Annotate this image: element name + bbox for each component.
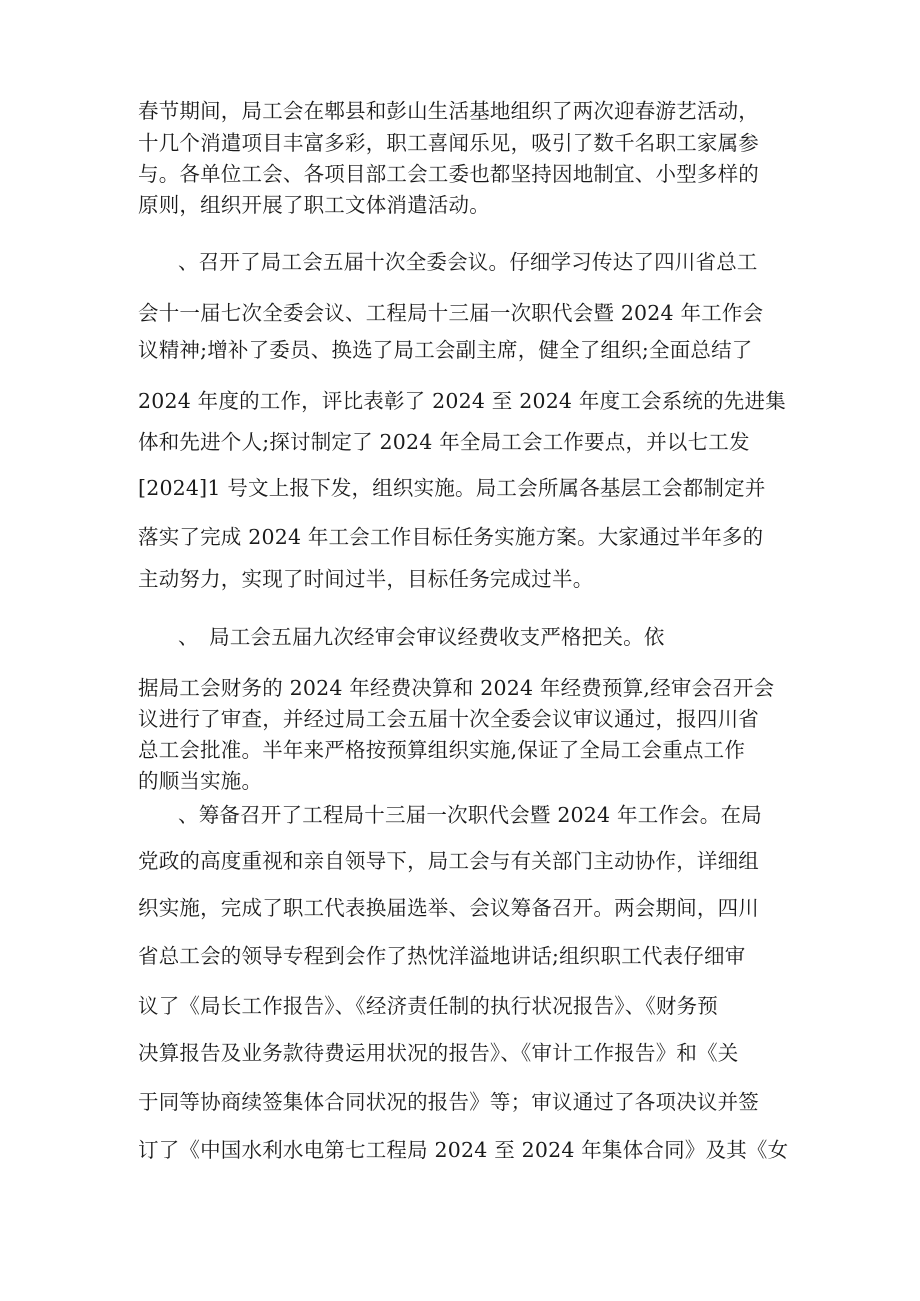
text-line: 于同等协商续签集体合同状况的报告》等；审议通过了各项决议并签 [138,1090,759,1114]
text-line: 会十一届七次全委会议、工程局十三届一次职代会暨 2024 年工作会 [138,301,764,325]
text-line: 与。各单位工会、各项目部工会工委也都坚持因地制宜、小型多样的 [138,162,759,186]
text-line: 据局工会财务的 2024 年经费决算和 2024 年经费预算,经审会召开会 [138,676,775,700]
text-line: 体和先进个人;探讨制定了 2024 年全局工会工作要点，并以七工发 [138,430,750,454]
text-line: 、召开了局工会五届十次全委会议。仔细学习传达了四川省总工 [178,250,758,274]
text-line: 议了《局长工作报告》、《经济责任制的执行状况报告》、《财务预 [138,994,718,1018]
text-line: 总工会批准。半年来严格按预算组织实施,保证了全局工会重点工作 [138,738,746,762]
text-line: 、 局工会五届九次经审会审议经费收支严格把关。依 [178,625,665,649]
text-line: [2024]1 号文上报下发，组织实施。局工会所属各基层工会都制定并 [138,476,766,500]
text-line: 织实施，完成了职工代表换届选举、会议筹备召开。两会期间，四川 [138,896,759,920]
text-line: 党政的高度重视和亲自领导下，局工会与有关部门主动协作，详细组 [138,849,759,873]
text-line: 省总工会的领导专程到会作了热忱洋溢地讲话;组织职工代表仔细审 [138,944,746,968]
text-line: 议精神;增补了委员、换选了局工会副主席，健全了组织;全面总结了 [138,338,753,362]
text-line: 原则，组织开展了职工文体消遣活动。 [138,193,490,217]
text-line: 的顺当实施。 [138,769,263,793]
text-line: 、筹备召开了工程局十三届一次职代会暨 2024 年工作会。在局 [178,803,762,827]
text-line: 决算报告及业务款待费运用状况的报告》、《审计工作报告》和《关 [138,1041,739,1065]
text-line: 议进行了审查，并经过局工会五届十次全委会议审议通过，报四川省 [138,707,759,731]
text-line: 落实了完成 2024 年工会工作目标任务实施方案。大家通过半年多的 [138,525,764,549]
text-line: 十几个消遣项目丰富多彩，职工喜闻乐见，吸引了数千名职工家属参 [138,131,759,155]
text-line: 春节期间，局工会在郫县和彭山生活基地组织了两次迎春游艺活动， [138,99,759,123]
text-line: 2024 年度的工作，评比表彰了 2024 至 2024 年度工会系统的先进集 [138,389,786,413]
text-line: 主动努力，实现了时间过半，目标任务完成过半。 [138,567,594,591]
text-line: 订了《中国水利水电第七工程局 2024 至 2024 年集体合同》及其《女 [138,1138,789,1162]
